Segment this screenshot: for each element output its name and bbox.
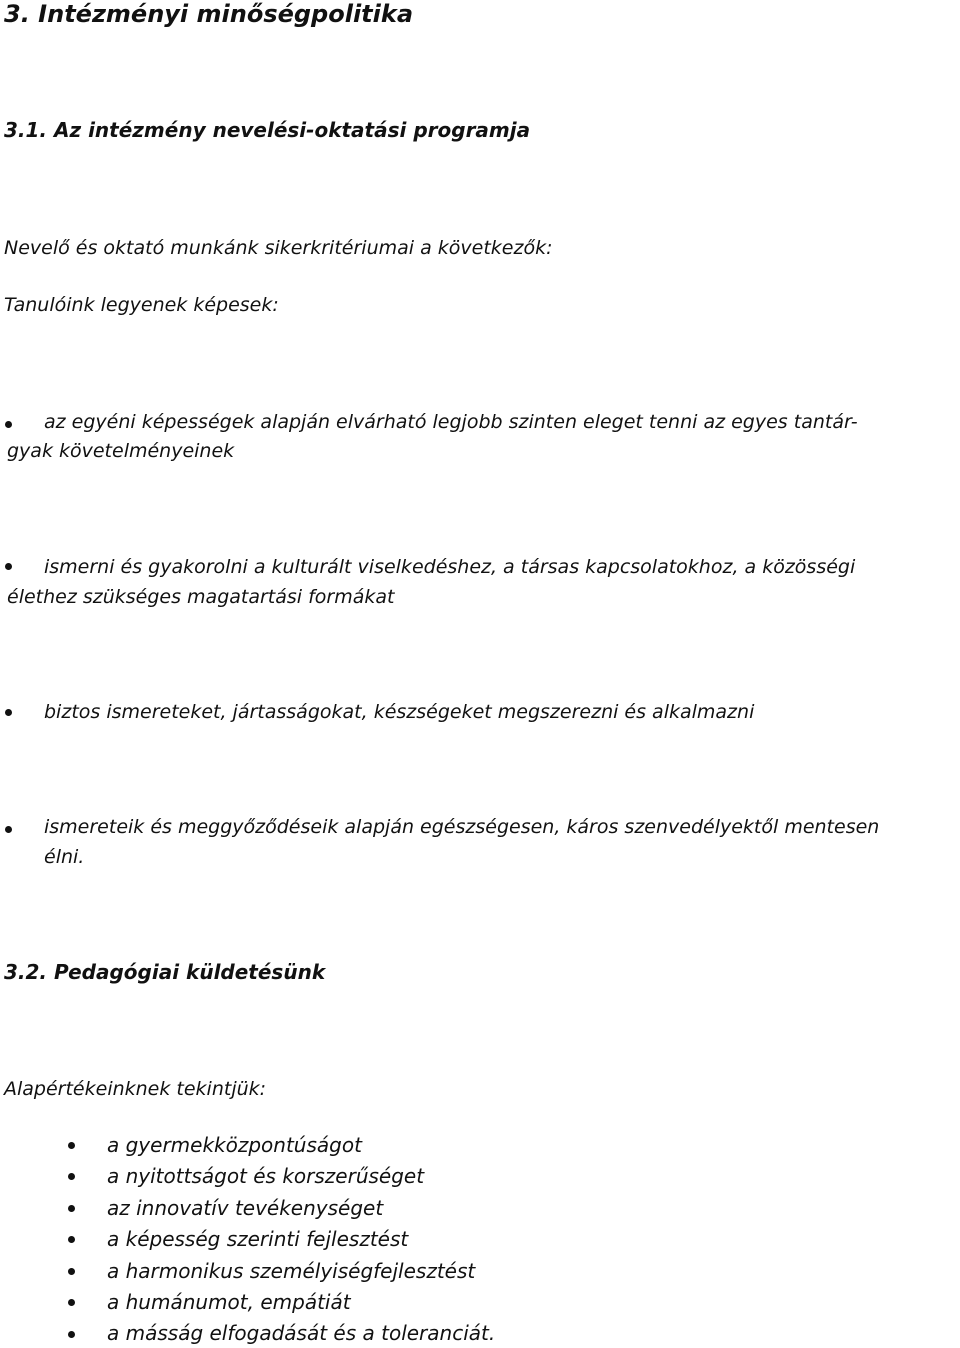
bullet-icon [68, 1299, 75, 1306]
list-item: a humánumot, empátiát [107, 1290, 351, 1314]
list-item-line: ismereteik és meggyőződéseik alapján egészségesen, káros szenvedélyektől mentesen [44, 816, 880, 838]
list-item: a képesség szerinti fejlesztést [107, 1227, 409, 1251]
bullet-icon [68, 1142, 75, 1149]
subsection-heading-1: 3.1. Az intézmény nevelési-oktatási programja [4, 118, 531, 142]
list-item-line: élethez szükséges magatartási formákat [7, 586, 395, 608]
intro-paragraph: Nevelő és oktató munkánk sikerkritériumai a következők: [4, 237, 553, 259]
bullet-icon [68, 1205, 75, 1212]
list-item: az innovatív tevékenységet [107, 1196, 384, 1220]
bullet-icon [5, 421, 12, 428]
section-title: 3. Intézményi minőségpolitika [4, 0, 414, 28]
list-item: a harmonikus személyiségfejlesztést [107, 1259, 476, 1283]
list-item: a másság elfogadását és a toleranciát. [107, 1321, 496, 1345]
bullet-icon [68, 1268, 75, 1275]
subsection-heading-2: 3.2. Pedagógiai küldetésünk [4, 960, 326, 984]
bullet-icon [5, 709, 12, 716]
list-item-line: gyak követelményeinek [7, 440, 235, 462]
bullet-icon [5, 826, 12, 833]
bullet-icon [68, 1331, 75, 1338]
values-lead: Alapértékeinknek tekintjük: [4, 1078, 267, 1100]
bullet-icon [68, 1236, 75, 1243]
list-item-line: az egyéni képességek alapján elvárható legjobb szinten eleget tenni az egyes tantár- [44, 411, 858, 433]
bullet-icon [68, 1173, 75, 1180]
list-item-line: élni. [44, 846, 85, 868]
list-item: a gyermekközpontúságot [107, 1133, 362, 1157]
lead-paragraph: Tanulóink legyenek képesek: [4, 294, 279, 316]
list-item: a nyitottságot és korszerűséget [107, 1164, 425, 1188]
bullet-icon [5, 563, 12, 570]
list-item-line: biztos ismereteket, jártasságokat, készségeket megszerezni és alkalmazni [44, 701, 755, 723]
list-item-line: ismerni és gyakorolni a kulturált viselkedéshez, a társas kapcsolatokhoz, a közösségi [44, 556, 856, 578]
